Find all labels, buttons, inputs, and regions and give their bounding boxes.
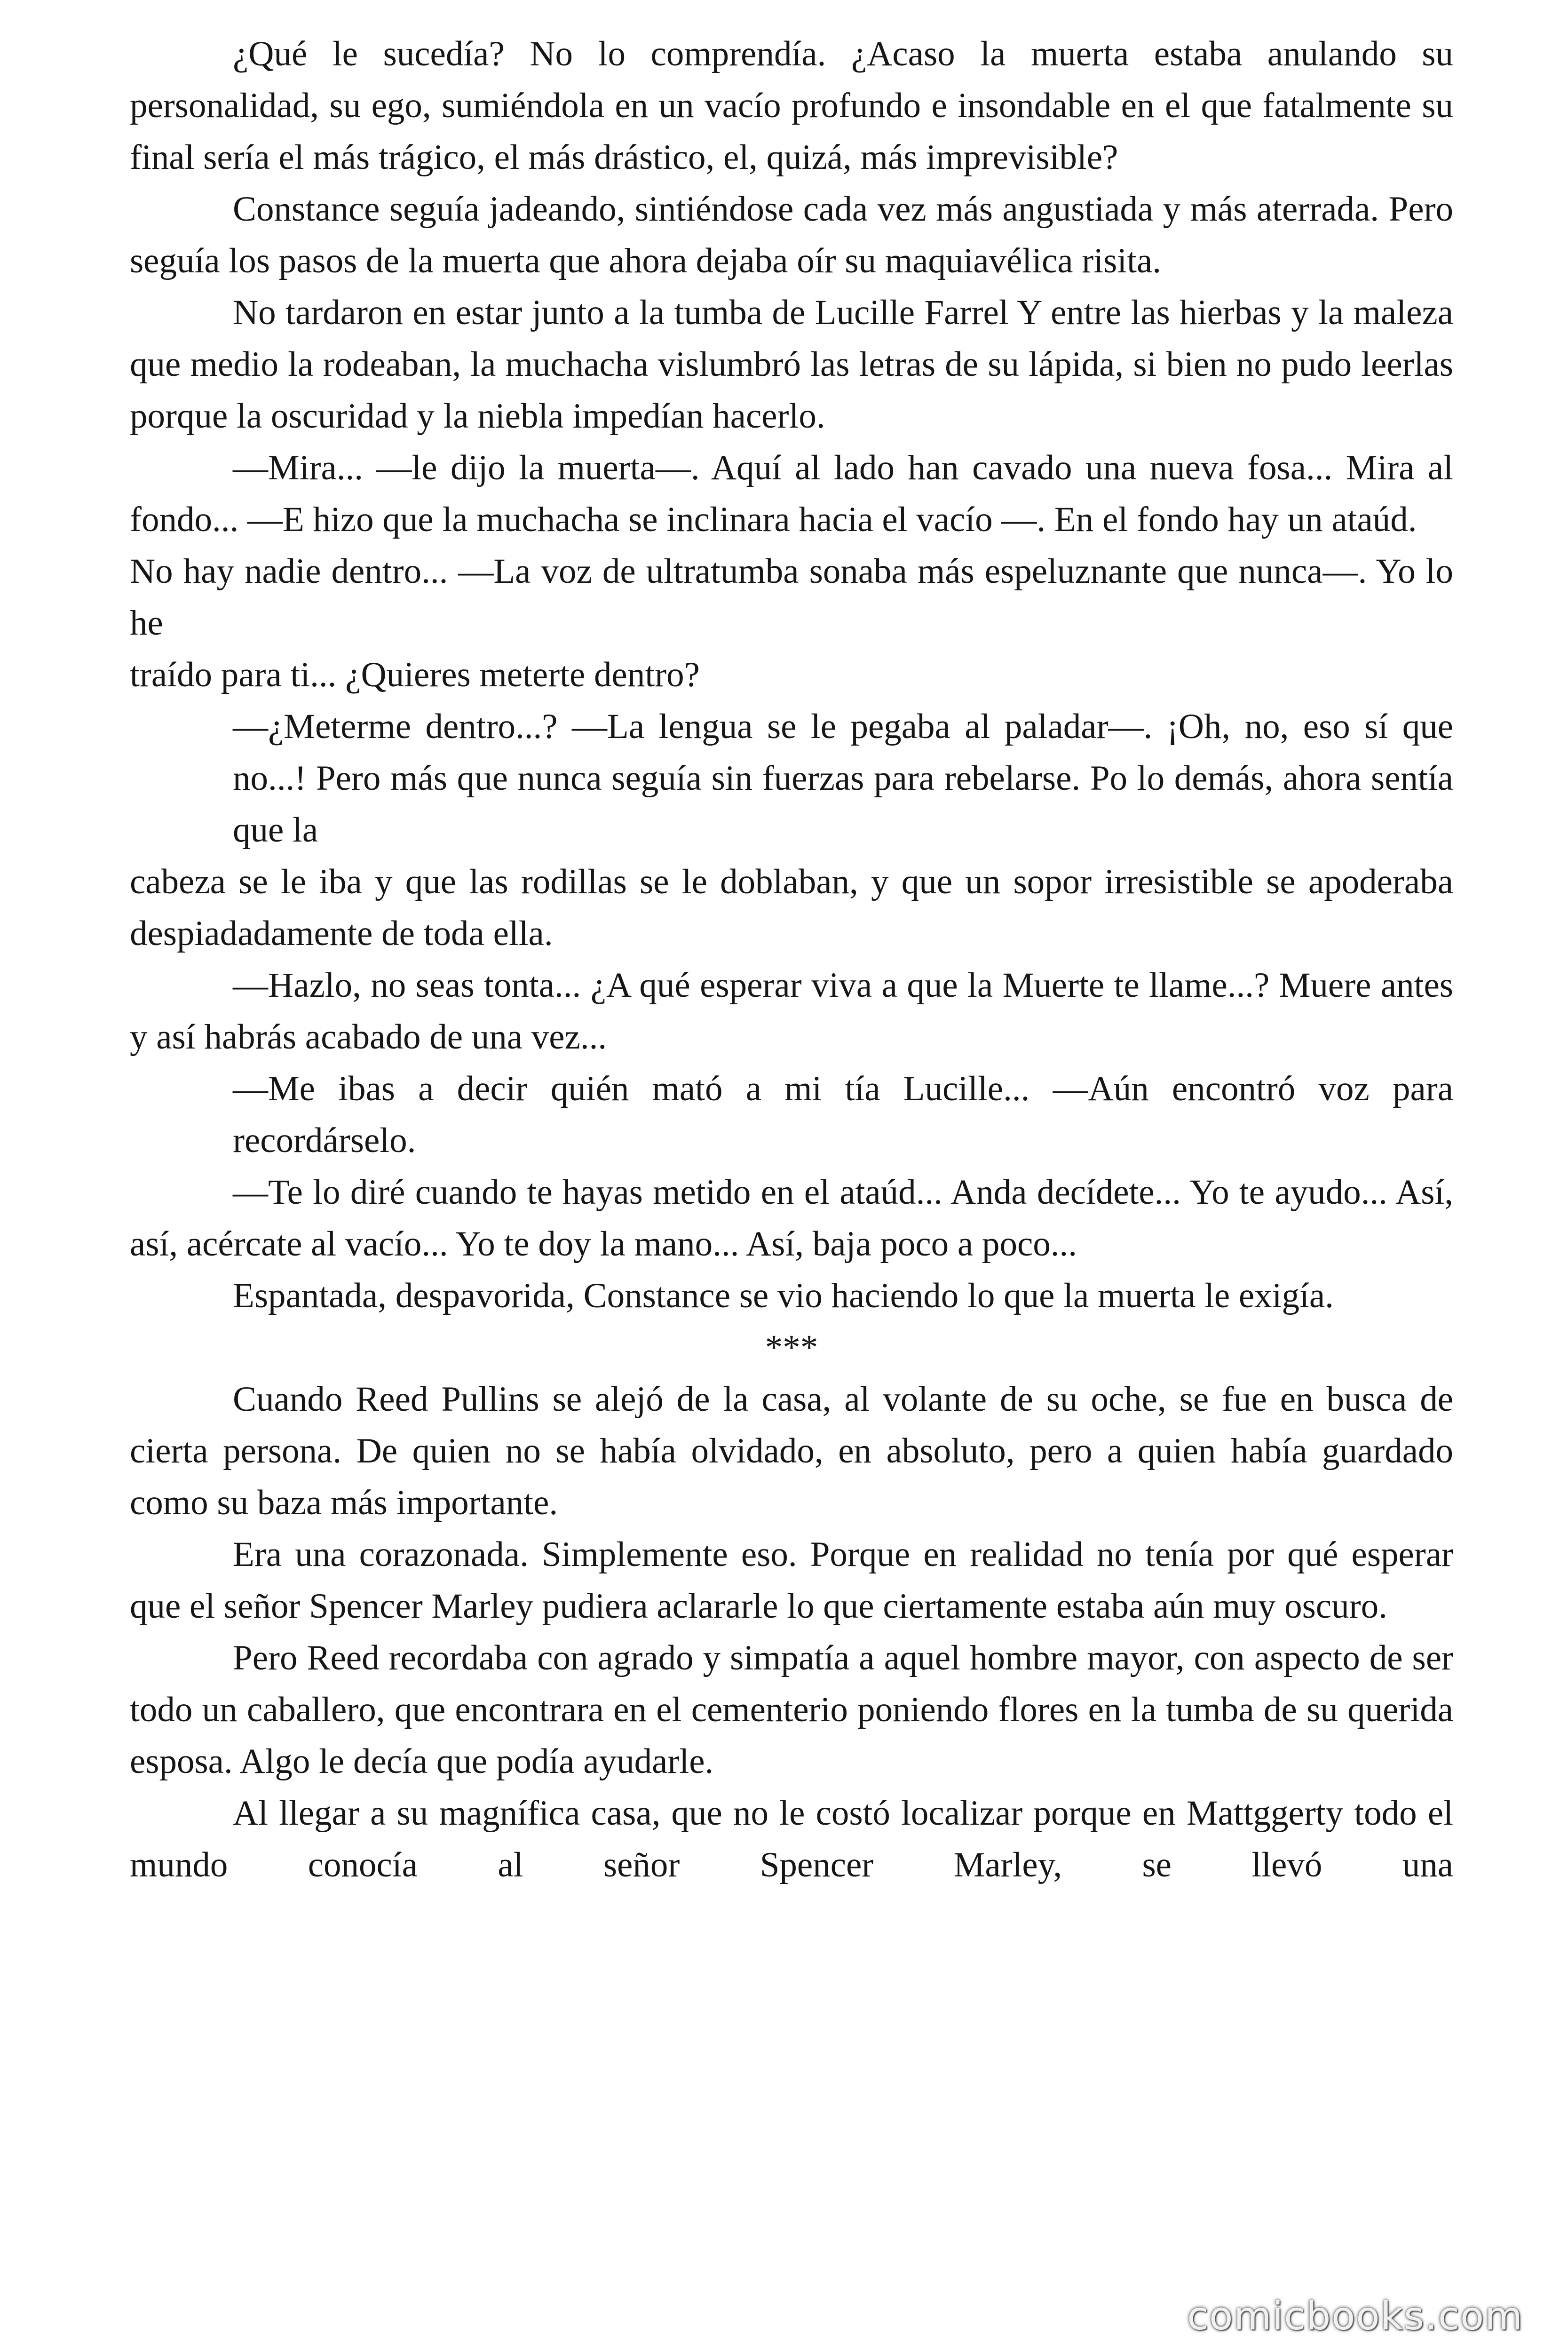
paragraph: Al llegar a su magnífica casa, que no le costó localizar porque en Mattggerty todo el mundo conocía al señor Spencer Marley, se llevó una [130, 1794, 1453, 1884]
paragraph: —Mira... —le dijo la muerta—. Aquí al lado han cavado una nueva fosa... Mira al fondo... —E hizo que la muchacha se inclinara hacia el vacío —. En el fondo hay un ataúd. [130, 448, 1453, 539]
paragraph: Cuando Reed Pullins se alejó de la casa, al volante de su oche, se fue en busca de cierta persona. De quien no se había olvidado, en absoluto, pero a quien había guardado como su baza más importante. [130, 1380, 1453, 1522]
paragraph: Pero Reed recordaba con agrado y simpatía a aquel hombre mayor, con aspecto de ser todo un caballero, que encontrara en el cementerio poniendo flores en la tumba de su querida esposa. Algo le decía que podía ayudarle. [130, 1638, 1453, 1781]
paragraph: Era una corazonada. Simplemente eso. Porque en realidad no tenía por qué esperar que el señor Spencer Marley pudiera aclararle lo que ciertamente estaba aún muy oscuro. [130, 1535, 1453, 1626]
document-page [130, 28, 1453, 1891]
section-separator: *** [765, 1328, 818, 1367]
paragraph: traído para ti... ¿Quieres meterte dentro? [130, 655, 700, 694]
paragraph: Espantada, despavorida, Constance se vio haciendo lo que la muerta le exigía. [233, 1276, 1334, 1315]
paragraph: —Hazlo, no seas tonta... ¿A qué esperar viva a que la Muerte te llame...? Muere antes y así habrás acabado de una vez... [130, 966, 1453, 1057]
paragraph: cabeza se le iba y que las rodillas se le doblaban, y que un sopor irresistible se apoderaba despiadadamente de toda ella. [130, 862, 1453, 953]
watermark: comicbooks.com [1187, 2294, 1523, 2339]
paragraph: ¿Qué le sucedía? No lo comprendía. ¿Acaso la muerta estaba anulando su personalidad, su ego, sumiéndola en un vacío profundo e insondable en el que fatalmente su final sería el más trágico, el más drástico, el, quizá, más imprevisible? [130, 34, 1453, 177]
paragraph: —Te lo diré cuando te hayas metido en el ataúd... Anda decídete... Yo te ayudo... Así, así, acércate al vacío... Yo te doy la mano... Así, baja poco a poco... [130, 1173, 1453, 1263]
paragraph: No tardaron en estar junto a la tumba de Lucille Farrel Y entre las hierbas y la maleza que medio la rodeaban, la muchacha vislumbró las letras de su lápida, si bien no pudo leerlas porque la oscuridad y la niebla impedían hacerlo. [130, 293, 1453, 436]
paragraph: —Me ibas a decir quién mató a mi tía Lucille... —Aún encontró voz para recordárselo. [233, 1069, 1453, 1160]
paragraph: —¿Meterme dentro...? —La lengua se le pegaba al paladar—. ¡Oh, no, eso sí que no...! Pero más que nunca seguía sin fuerzas para rebelarse. Po lo demás, ahora sentía que la [233, 707, 1453, 850]
paragraph: No hay nadie dentro... —La voz de ultratumba sonaba más espeluznante que nunca—. Yo lo he [130, 552, 1453, 643]
paragraph: Constance seguía jadeando, sintiéndose cada vez más angustiada y más aterrada. Pero seguía los pasos de la muerta que ahora dejaba oír su maquiavélica risita. [130, 190, 1453, 280]
